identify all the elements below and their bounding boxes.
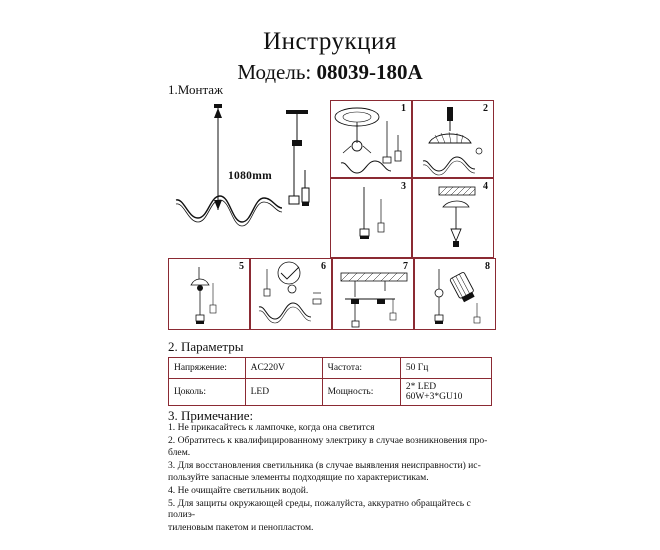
section-heading-notes: 3. Примечание: — [168, 408, 254, 423]
step-box-8 — [414, 258, 496, 330]
table-row — [169, 379, 492, 406]
step-number: 3 — [401, 181, 406, 192]
note-line: пользуйте запасные элементы подходящие по характеристикам. — [168, 472, 429, 484]
model-line — [0, 60, 660, 85]
step-number: 8 — [485, 261, 490, 272]
step-box-6 — [250, 258, 332, 330]
step-box-3 — [330, 178, 412, 258]
parameters-table — [168, 357, 492, 406]
table-row — [169, 358, 492, 379]
note-line: 3. Для восстановления светильника (в случае выявления неисправности) ис- — [168, 459, 481, 471]
section-heading-mounting: 1.Монтаж — [168, 82, 224, 97]
step-number: 1 — [401, 103, 406, 114]
step-box-2 — [412, 100, 494, 178]
note-line: 1. Не прикасайтесь к лампочке, когда она светится — [168, 422, 375, 433]
note-line: 5. Для защиты окружающей среды, пожалуйста, аккуратно обращайтесь с полиэ- — [168, 497, 471, 521]
section-heading-parameters: 2. Параметры — [168, 339, 244, 354]
param-label-voltage: Напряжение: — [169, 358, 246, 379]
param-value-frequency: 50 Гц — [400, 358, 491, 379]
dimension-label: 1080mm — [228, 170, 272, 182]
param-label-socket: Цоколь: — [169, 379, 246, 406]
param-label-frequency: Частота: — [322, 358, 400, 379]
param-label-power: Мощность: — [322, 379, 400, 406]
note-line: блем. — [168, 447, 191, 459]
step-box-1 — [330, 100, 412, 178]
step-number: 2 — [483, 103, 488, 114]
step-number: 7 — [403, 261, 408, 272]
notes-list — [168, 422, 498, 534]
param-value-socket: LED — [245, 379, 322, 406]
model-label: Модель: — [237, 60, 312, 84]
step-number: 4 — [483, 181, 488, 192]
note-line: тиленовым пакетом и пенопластом. — [168, 521, 314, 533]
param-value-power: 2* LED 60W+3*GU10 — [400, 379, 491, 406]
note-line: 4. Не очищайте светильник водой. — [168, 484, 309, 496]
step-box-4 — [412, 178, 494, 258]
step-box-5 — [168, 258, 250, 330]
model-value: 08039-180A — [316, 60, 423, 84]
note-line: 2. Обратитесь к квалифицированному электрику в случае возникновения про- — [168, 434, 488, 446]
step-box-7 — [332, 258, 414, 330]
step-number: 6 — [321, 261, 326, 272]
param-value-voltage: AC220V — [245, 358, 322, 379]
step-number: 5 — [239, 261, 244, 272]
page-title: Инструкция — [263, 28, 397, 55]
